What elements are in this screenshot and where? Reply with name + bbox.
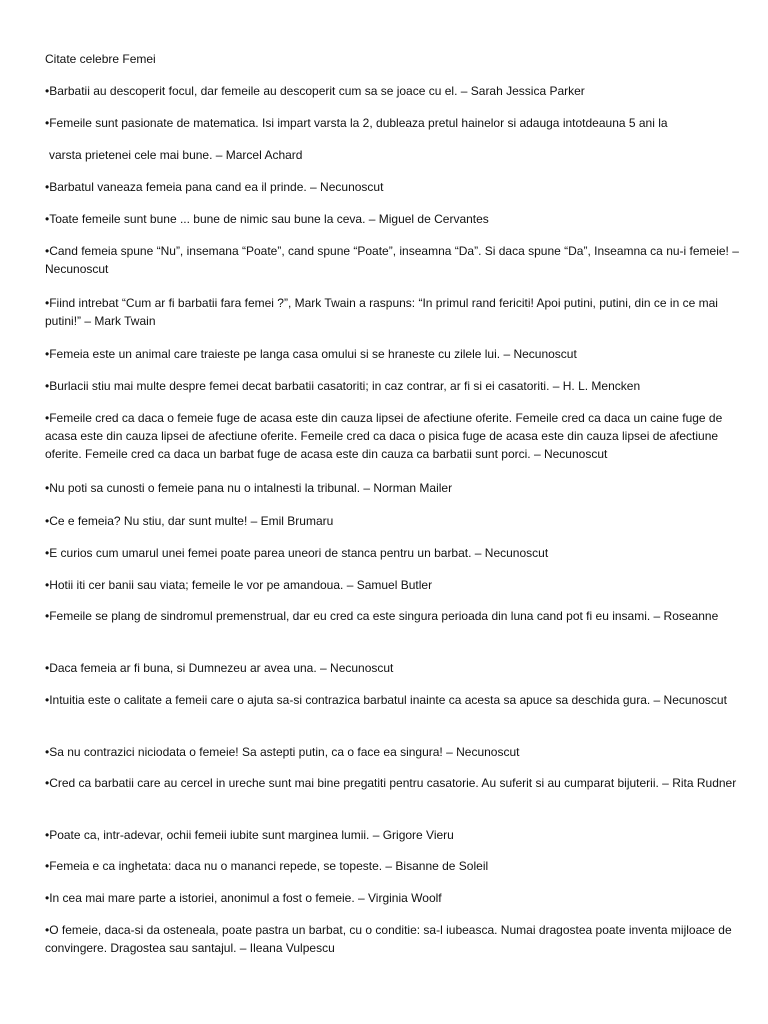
quote-item: •Ce e femeia? Nu stiu, dar sunt multe! – Emil Brumaru	[45, 514, 334, 528]
quote-item: •Femeile se plang de sindromul premenstrual, dar eu cred ca este singura perioada din luna cand pot fi eu insami. – Roseanne	[45, 609, 719, 623]
quote-item: •In cea mai mare parte a istoriei, anonimul a fost o femeie. – Virginia Woolf	[45, 891, 442, 905]
quote-item: •Cand femeia spune “Nu”, insemana “Poate”, cand spune “Poate”, inseamna “Da”. Si daca spune “Da”, Inseamna ca nu-i femeie! – Necunoscut	[45, 244, 739, 276]
quote-item: •Femeia e ca inghetata: daca nu o mananci repede, se topeste. – Bisanne de Soleil	[45, 859, 489, 873]
quote-item: •Cred ca barbatii care au cercel in ureche sunt mai bine pregatiti pentru casatorie. Au suferit si au cumparat bijuterii. – Rita Rudner	[45, 776, 737, 790]
quote-item: •E curios cum umarul unei femei poate parea uneori de stanca pentru un barbat. – Necunoscut	[45, 546, 549, 560]
quote-item: •Femeia este un animal care traieste pe langa casa omului si se hraneste cu zilele lui. – Necunoscut	[45, 347, 577, 361]
quote-item: •Burlacii stiu mai multe despre femei decat barbatii casatoriti; in caz contrar, ar fi si ei casatoriti. – H. L. Mencken	[45, 379, 641, 393]
quote-item: •Daca femeia ar fi buna, si Dumnezeu ar avea una. – Necunoscut	[45, 661, 394, 675]
quote-item: •Nu poti sa cunosti o femeie pana nu o intalnesti la tribunal. – Norman Mailer	[45, 481, 453, 495]
quote-item: •Fiind intrebat “Cum ar fi barbatii fara femei ?”, Mark Twain a raspuns: “In primul rand fericiti! Apoi putini, putini, din ce in ce mai putini!” – Mark Twain	[45, 296, 718, 328]
quote-item: •O femeie, daca-si da osteneala, poate pastra un barbat, cu o conditie: sa-l iubeasca. Numai dragostea poate inventa mijloace de convingere. Dragostea sau santajul. – Ileana Vulpescu	[45, 923, 732, 955]
quote-item: •Sa nu contrazici niciodata o femeie! Sa astepti putin, ca o face ea singura! – Necunoscut	[45, 745, 520, 759]
quote-item: •Femeile sunt pasionate de matematica. Isi impart varsta la 2, dubleaza pretul hainelor si adauga intotdeauna 5 ani la	[45, 116, 668, 130]
quote-item: •Toate femeile sunt bune ... bune de nimic sau bune la ceva. – Miguel de Cervantes	[45, 212, 489, 226]
quote-item: varsta prietenei cele mai bune. – Marcel Achard	[49, 148, 303, 162]
quote-item: •Barbatul vaneaza femeia pana cand ea il prinde. – Necunoscut	[45, 180, 384, 194]
quote-item: •Barbatii au descoperit focul, dar femeile au descoperit cum sa se joace cu el. – Sarah Jessica Parker	[45, 84, 585, 98]
quote-item: •Hotii iti cer banii sau viata; femeile le vor pe amandoua. – Samuel Butler	[45, 578, 433, 592]
quote-item: •Femeile cred ca daca o femeie fuge de acasa este din cauza lipsei de afectiune oferite. Femeile cred ca daca un caine fuge de acasa este din cauza lipsei de afectiune oferite. Femeile cred ca daca o pisica fuge de acasa este din cauza lipsei de afectiune oferite. Femeile cred ca daca un barbat fuge de acasa este din cauza ca barbatii sunt porci. – Necunoscut	[45, 411, 723, 461]
quote-item: •Poate ca, intr-adevar, ochii femeii iubite sunt marginea lumii. – Grigore Vieru	[45, 828, 454, 842]
document-title: Citate celebre Femei	[45, 52, 156, 66]
quote-item: •Intuitia este o calitate a femeii care o ajuta sa-si contrazica barbatul inainte ca acesta sa apuce sa deschida gura. – Necunoscut	[45, 693, 727, 707]
